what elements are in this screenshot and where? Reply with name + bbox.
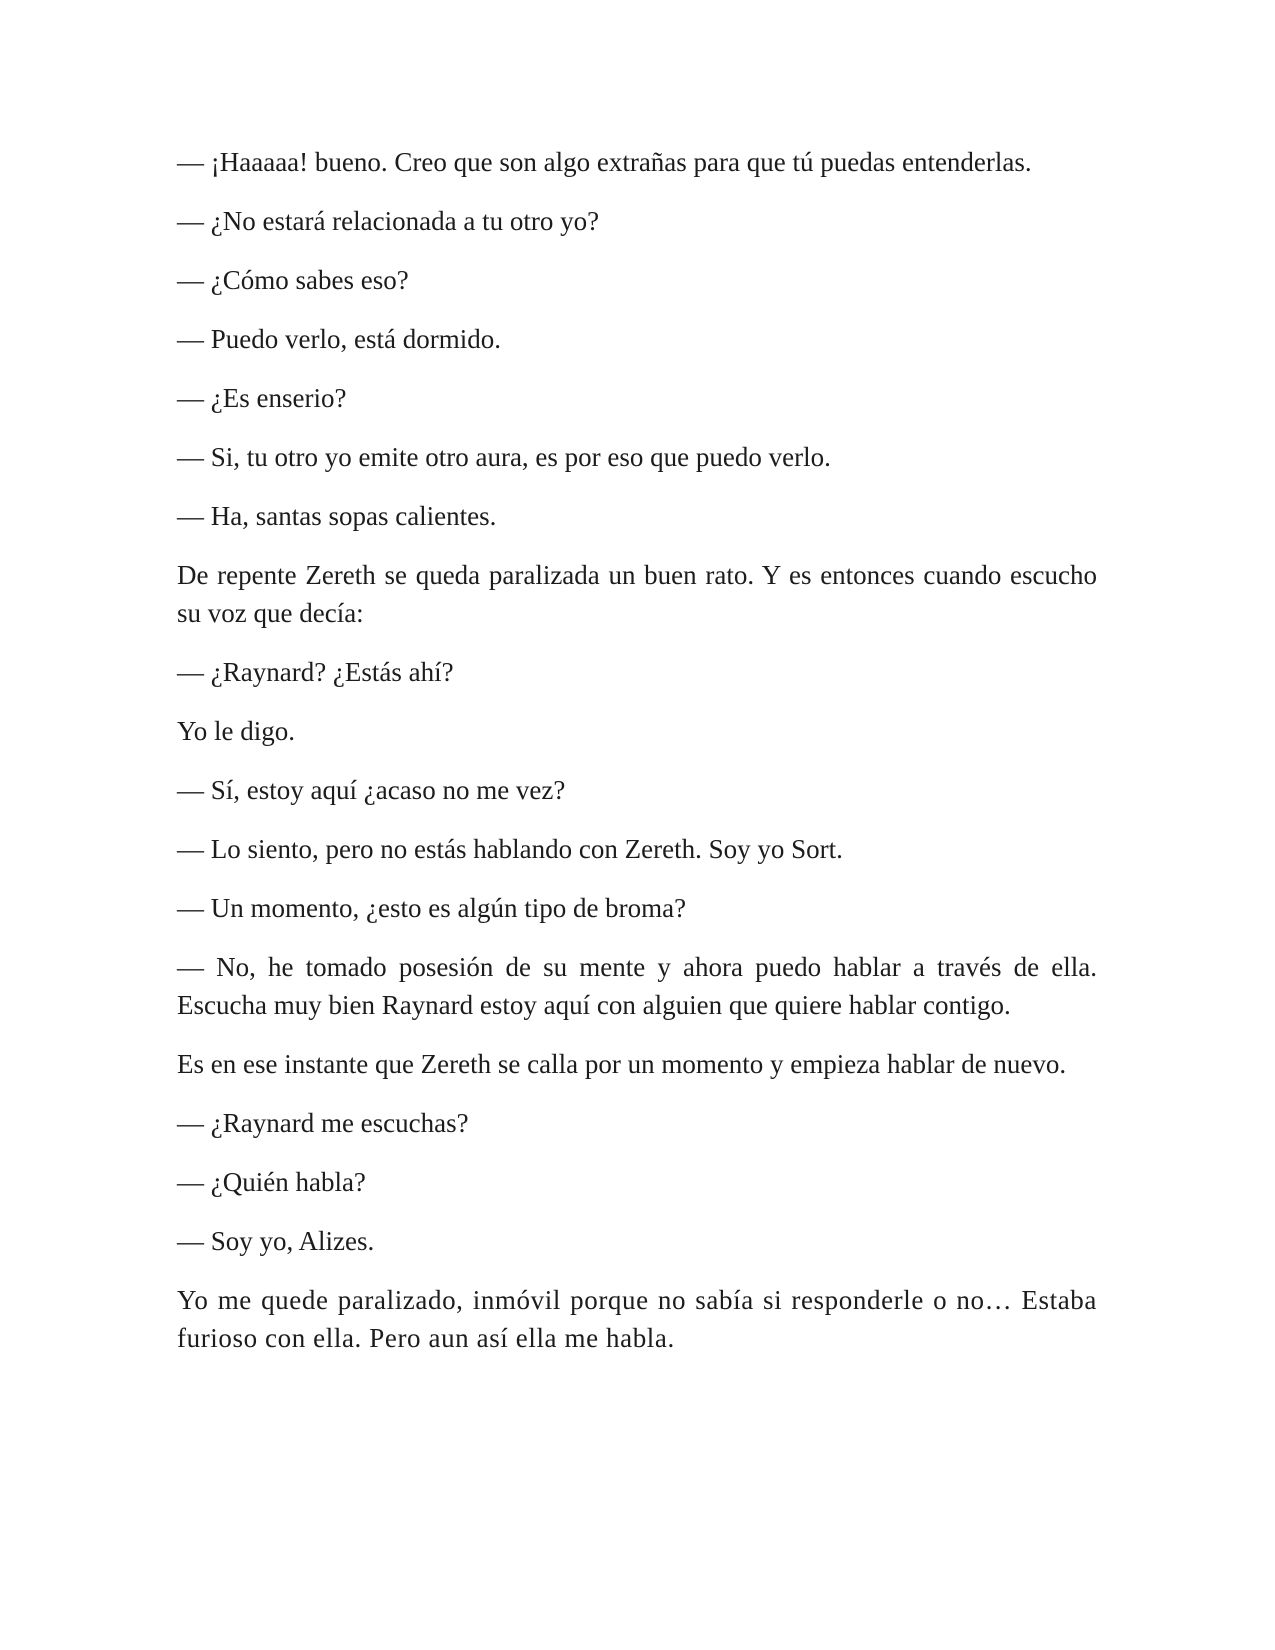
paragraph: — Puedo verlo, está dormido. [177,324,501,354]
paragraph: Es en ese instante que Zereth se calla por un momento y empieza hablar de nuevo. [177,1049,1067,1079]
paragraph: — Lo siento, pero no estás hablando con Zereth. Soy yo Sort. [177,834,843,864]
paragraph: Yo me quede paralizado, inmóvil porque no sabía si responderle o no… Estaba furioso con ella. Pero aun así ella me habla. [177,1285,1097,1353]
paragraph: — Soy yo, Alizes. [177,1226,375,1256]
paragraph: — Ha, santas sopas calientes. [177,501,497,531]
paragraph: — ¡Haaaaa! bueno. Creo que son algo extrañas para que tú puedas entenderlas. [177,147,1032,177]
paragraph: — ¿Cómo sabes eso? [177,265,409,295]
paragraph: — Sí, estoy aquí ¿acaso no me vez? [177,775,566,805]
paragraph: De repente Zereth se queda paralizada un buen rato. Y es entonces cuando escucho su voz que decía: [177,560,1097,628]
document-page [177,143,1097,1378]
paragraph: — Un momento, ¿esto es algún tipo de broma? [177,893,687,923]
paragraph: — ¿Raynard? ¿Estás ahí? [177,657,454,687]
paragraph: — ¿Es enserio? [177,383,347,413]
paragraph: — ¿Quién habla? [177,1167,366,1197]
paragraph: — ¿No estará relacionada a tu otro yo? [177,206,600,236]
paragraph: — No, he tomado posesión de su mente y ahora puedo hablar a través de ella. Escucha muy bien Raynard estoy aquí con alguien que quiere hablar contigo. [177,952,1097,1020]
paragraph: — ¿Raynard me escuchas? [177,1108,469,1138]
paragraph: Yo le digo. [177,716,296,746]
paragraph: — Si, tu otro yo emite otro aura, es por eso que puedo verlo. [177,442,831,472]
